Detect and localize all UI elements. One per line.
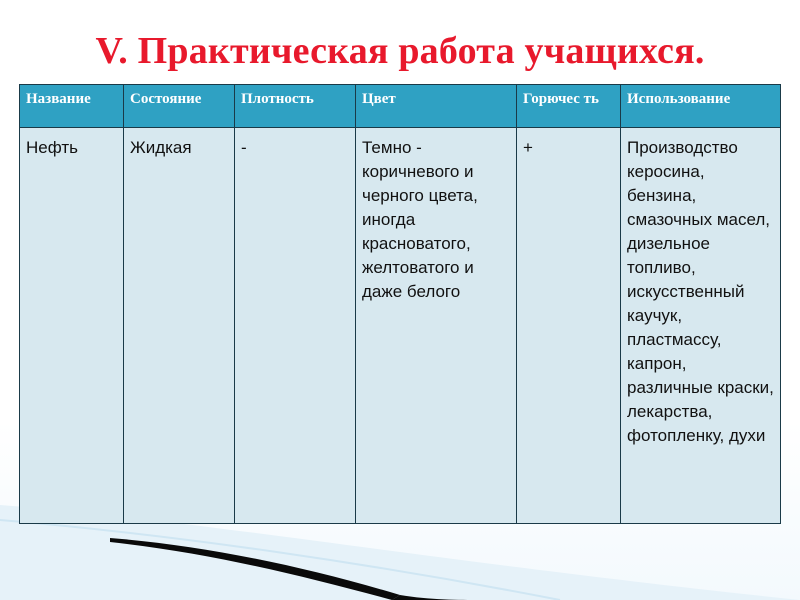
header-name: Название [20,85,124,128]
header-flammability: Горючес ть [517,85,621,128]
cell-flammability: + [517,128,621,524]
header-color: Цвет [356,85,517,128]
cell-name: Нефть [20,128,124,524]
table-row [20,128,781,524]
cell-usage: Производство керосина, бензина, смазочных масел, дизельное топливо, искусственный каучук, пластмассу, капрон, различные краски, лекарства, фотопленку, духи [621,128,781,524]
cell-color: Темно - коричневого и черного цвета, иногда красноватого, желтоватого и даже белого [356,128,517,524]
header-density: Плотность [235,85,356,128]
header-usage: Использование [621,85,781,128]
cell-density: - [235,128,356,524]
slide-title: V. Практическая работа учащихся. [95,30,705,72]
data-table [19,84,781,524]
cell-state: Жидкая [124,128,235,524]
header-state: Состояние [124,85,235,128]
header-row [20,85,781,128]
